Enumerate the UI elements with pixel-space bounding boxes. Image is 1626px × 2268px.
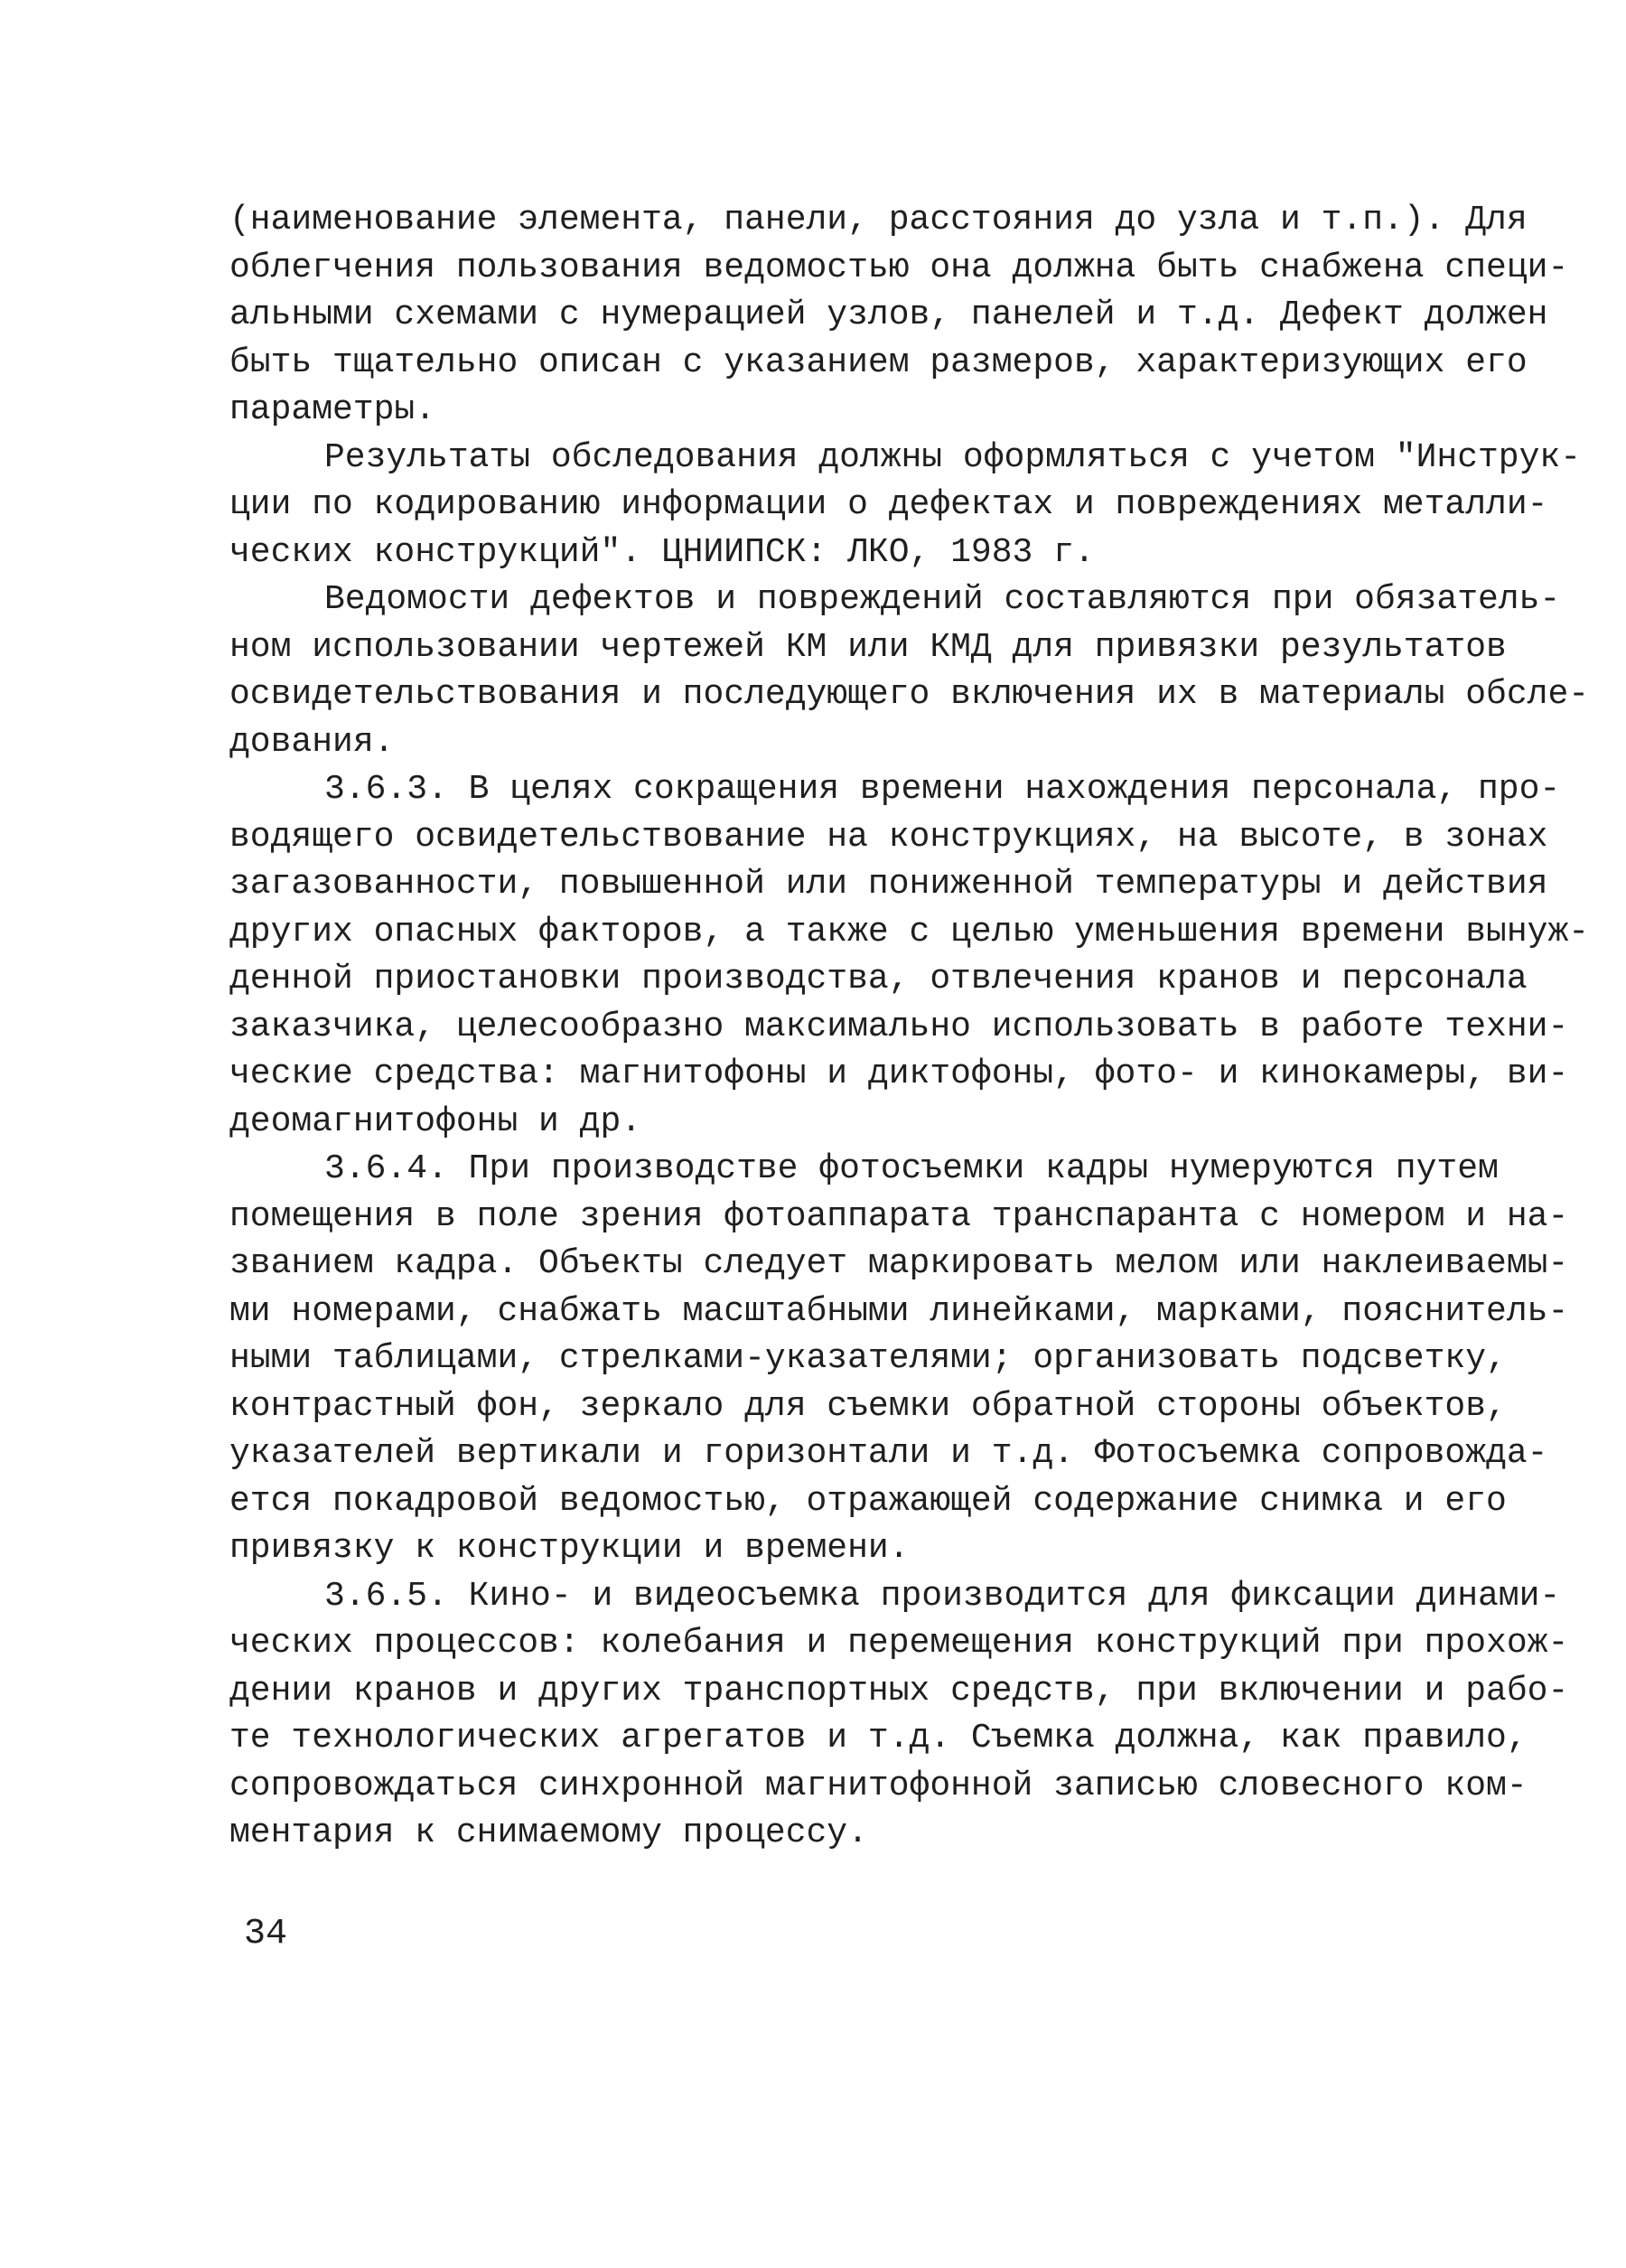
text-line: альными схемами с нумерацией узлов, панелей и т.д. Дефект должен: [229, 295, 1548, 334]
text-line: 3.6.3. В целях сокращения времени нахождения персонала, про-: [324, 770, 1561, 809]
text-line: 3.6.5. Кино- и видеосъемка производится для фиксации динами-: [324, 1576, 1561, 1616]
text-line: заказчика, целесообразно максимально использовать в работе техни-: [229, 1007, 1569, 1046]
text-line: (наименование элемента, панели, расстояния до узла и т.п.). Для: [229, 201, 1528, 239]
text-line: Результаты обследования должны оформляться с учетом "Инструк-: [324, 437, 1582, 477]
text-line: контрастный фон, зеркало для съемки обратной стороны объектов,: [229, 1386, 1507, 1426]
text-line: быть тщательно описан с указанием размеров, характеризующих его: [229, 342, 1528, 382]
text-line: ческие средства: магнитофоны и диктофоны, фото- и кинокамеры, ви-: [229, 1054, 1569, 1093]
text-line: 3.6.4. При производстве фотосъемки кадры нумеруются путем: [324, 1149, 1499, 1188]
text-line: ментария к снимаемому процессу.: [229, 1813, 868, 1852]
text-line: ными таблицами, стрелками-указателями; организовать подсветку,: [229, 1339, 1507, 1378]
text-line: сопровождаться синхронной магнитофонной записью словесного ком-: [229, 1766, 1528, 1805]
text-line: Ведомости дефектов и повреждений составляются при обязатель-: [324, 580, 1561, 619]
text-line: ческих конструкций". ЦНИИПСК: ЛКО, 1983 г.: [229, 532, 1095, 572]
text-line: ется покадровой ведомостью, отражающей содержание снимка и его: [229, 1481, 1507, 1521]
text-line: водящего освидетельствование на конструкциях, на высоте, в зонах: [229, 817, 1548, 857]
text-line: ческих процессов: колебания и перемещения конструкций при прохож-: [229, 1624, 1569, 1663]
text-line: ном использовании чертежей КМ или КМД для привязки результатов: [229, 627, 1507, 667]
text-line: указателей вертикали и горизонтали и т.д. Фотосъемка сопровожда-: [229, 1434, 1548, 1473]
text-line: других опасных факторов, а также с целью уменьшения времени вынуж-: [229, 912, 1590, 951]
text-line: те технологических агрегатов и т.д. Съемка должна, как правило,: [229, 1719, 1528, 1757]
text-line: освидетельствования и последующего включения их в материалы обсле-: [229, 675, 1590, 714]
page-number: 34: [244, 1914, 288, 1954]
text-line: ми номерами, снабжать масштабными линейками, марками, пояснитель-: [229, 1291, 1569, 1331]
text-line: параметры.: [229, 390, 436, 429]
text-line: дования.: [229, 722, 395, 762]
text-line: загазованности, повышенной или пониженной температуры и действия: [229, 865, 1548, 904]
text-line: дении кранов и других транспортных средств, при включении и рабо-: [229, 1671, 1569, 1710]
text-line: деомагнитофоны и др.: [229, 1101, 642, 1141]
body-text: [229, 197, 1590, 1858]
text-line: денной приостановки производства, отвлечения кранов и персонала: [229, 960, 1528, 998]
text-line: помещения в поле зрения фотоаппарата транспаранта с номером и на-: [229, 1196, 1569, 1236]
text-line: званием кадра. Объекты следует маркировать мелом или наклеиваемы-: [229, 1244, 1569, 1283]
text-line: облегчения пользования ведомостью она должна быть снабжена специ-: [229, 248, 1569, 287]
text-line: ции по кодированию информации о дефектах и повреждениях металли-: [229, 485, 1548, 524]
text-line: привязку к конструкции и времени.: [229, 1529, 910, 1568]
